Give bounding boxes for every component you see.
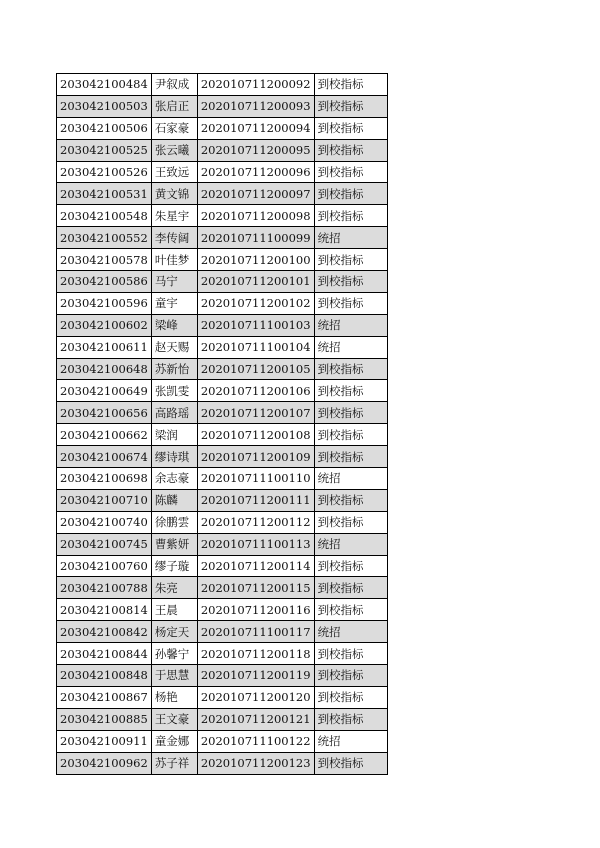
cell-student-id: 203042100526: [57, 161, 152, 183]
table-row: [57, 686, 388, 708]
cell-student-name: 石家豪: [151, 117, 197, 139]
cell-exam-number: 202010711100099: [197, 227, 314, 249]
cell-admission-type: 到校指标: [314, 489, 387, 511]
cell-student-name: 梁润: [151, 424, 197, 446]
cell-student-id: 203042100962: [57, 752, 152, 774]
cell-admission-type: 统招: [314, 468, 387, 490]
cell-admission-type: 到校指标: [314, 402, 387, 424]
cell-student-name: 梁峰: [151, 314, 197, 336]
cell-admission-type: 到校指标: [314, 380, 387, 402]
cell-student-name: 缪诗琪: [151, 446, 197, 468]
cell-admission-type: 到校指标: [314, 161, 387, 183]
cell-student-name: 苏新怡: [151, 358, 197, 380]
cell-exam-number: 202010711200092: [197, 74, 314, 96]
cell-admission-type: 统招: [314, 227, 387, 249]
cell-student-name: 李传阔: [151, 227, 197, 249]
cell-student-id: 203042100788: [57, 577, 152, 599]
table-row: [57, 161, 388, 183]
table-row: [57, 424, 388, 446]
cell-exam-number: 202010711200101: [197, 271, 314, 293]
cell-student-name: 王晨: [151, 599, 197, 621]
cell-student-id: 203042100662: [57, 424, 152, 446]
cell-student-id: 203042100602: [57, 314, 152, 336]
cell-exam-number: 202010711200111: [197, 489, 314, 511]
cell-exam-number: 202010711200102: [197, 292, 314, 314]
cell-admission-type: 到校指标: [314, 358, 387, 380]
cell-exam-number: 202010711100110: [197, 468, 314, 490]
cell-student-name: 曹紫妍: [151, 533, 197, 555]
table-row: [57, 599, 388, 621]
cell-student-id: 203042100648: [57, 358, 152, 380]
cell-student-id: 203042100649: [57, 380, 152, 402]
cell-student-id: 203042100611: [57, 336, 152, 358]
cell-student-id: 203042100844: [57, 643, 152, 665]
table-row: [57, 183, 388, 205]
cell-exam-number: 202010711200108: [197, 424, 314, 446]
table-row: [57, 752, 388, 774]
cell-admission-type: 统招: [314, 621, 387, 643]
cell-student-id: 203042100525: [57, 139, 152, 161]
cell-exam-number: 202010711200105: [197, 358, 314, 380]
table-row: [57, 74, 388, 96]
table-row: [57, 336, 388, 358]
cell-exam-number: 202010711200109: [197, 446, 314, 468]
table-row: [57, 227, 388, 249]
cell-exam-number: 202010711200123: [197, 752, 314, 774]
cell-student-id: 203042100760: [57, 555, 152, 577]
cell-student-id: 203042100745: [57, 533, 152, 555]
cell-student-name: 黄文锦: [151, 183, 197, 205]
table-row: [57, 117, 388, 139]
cell-exam-number: 202010711200121: [197, 708, 314, 730]
cell-admission-type: 到校指标: [314, 117, 387, 139]
cell-student-name: 高路瑶: [151, 402, 197, 424]
table-row: [57, 380, 388, 402]
cell-admission-type: 到校指标: [314, 555, 387, 577]
cell-admission-type: 到校指标: [314, 686, 387, 708]
cell-student-id: 203042100596: [57, 292, 152, 314]
cell-student-id: 203042100552: [57, 227, 152, 249]
cell-student-id: 203042100503: [57, 95, 152, 117]
table-row: [57, 358, 388, 380]
table-row: [57, 314, 388, 336]
cell-exam-number: 202010711200116: [197, 599, 314, 621]
table-row: [57, 139, 388, 161]
cell-student-name: 张凯雯: [151, 380, 197, 402]
cell-student-name: 马宁: [151, 271, 197, 293]
cell-admission-type: 到校指标: [314, 752, 387, 774]
cell-exam-number: 202010711200119: [197, 665, 314, 687]
student-table: [56, 73, 388, 775]
cell-admission-type: 统招: [314, 533, 387, 555]
table-row: [57, 402, 388, 424]
cell-exam-number: 202010711200098: [197, 205, 314, 227]
table-row: [57, 95, 388, 117]
cell-exam-number: 202010711200100: [197, 249, 314, 271]
table-row: [57, 489, 388, 511]
table-row: [57, 708, 388, 730]
cell-student-name: 王文豪: [151, 708, 197, 730]
cell-admission-type: 统招: [314, 314, 387, 336]
cell-exam-number: 202010711100122: [197, 730, 314, 752]
cell-student-name: 缪子璇: [151, 555, 197, 577]
cell-admission-type: 到校指标: [314, 643, 387, 665]
cell-exam-number: 202010711200106: [197, 380, 314, 402]
table-row: [57, 533, 388, 555]
table-row: [57, 665, 388, 687]
cell-student-id: 203042100484: [57, 74, 152, 96]
cell-student-name: 王致远: [151, 161, 197, 183]
cell-student-name: 童宇: [151, 292, 197, 314]
cell-admission-type: 到校指标: [314, 708, 387, 730]
cell-exam-number: 202010711200093: [197, 95, 314, 117]
cell-student-name: 朱亮: [151, 577, 197, 599]
cell-student-id: 203042100885: [57, 708, 152, 730]
cell-admission-type: 到校指标: [314, 292, 387, 314]
cell-student-id: 203042100867: [57, 686, 152, 708]
cell-student-id: 203042100674: [57, 446, 152, 468]
cell-admission-type: 到校指标: [314, 577, 387, 599]
table-row: [57, 555, 388, 577]
cell-admission-type: 到校指标: [314, 665, 387, 687]
cell-exam-number: 202010711200095: [197, 139, 314, 161]
table-row: [57, 621, 388, 643]
cell-student-id: 203042100531: [57, 183, 152, 205]
cell-admission-type: 到校指标: [314, 271, 387, 293]
cell-admission-type: 到校指标: [314, 95, 387, 117]
table-row: [57, 205, 388, 227]
cell-student-id: 203042100656: [57, 402, 152, 424]
cell-admission-type: 到校指标: [314, 249, 387, 271]
table-row: [57, 446, 388, 468]
cell-student-id: 203042100911: [57, 730, 152, 752]
cell-student-id: 203042100740: [57, 511, 152, 533]
cell-admission-type: 统招: [314, 730, 387, 752]
cell-student-name: 苏子祥: [151, 752, 197, 774]
cell-student-id: 203042100548: [57, 205, 152, 227]
cell-student-name: 尹叙成: [151, 74, 197, 96]
cell-exam-number: 202010711200112: [197, 511, 314, 533]
cell-admission-type: 到校指标: [314, 511, 387, 533]
cell-exam-number: 202010711200094: [197, 117, 314, 139]
cell-student-name: 于思慧: [151, 665, 197, 687]
cell-exam-number: 202010711200096: [197, 161, 314, 183]
cell-student-name: 叶佳梦: [151, 249, 197, 271]
cell-admission-type: 到校指标: [314, 446, 387, 468]
cell-student-name: 孙馨宁: [151, 643, 197, 665]
cell-student-id: 203042100578: [57, 249, 152, 271]
cell-student-name: 徐鹏雲: [151, 511, 197, 533]
cell-exam-number: 202010711200097: [197, 183, 314, 205]
cell-student-id: 203042100814: [57, 599, 152, 621]
table-row: [57, 271, 388, 293]
cell-student-name: 杨艳: [151, 686, 197, 708]
cell-student-name: 赵天赐: [151, 336, 197, 358]
cell-exam-number: 202010711200115: [197, 577, 314, 599]
cell-admission-type: 到校指标: [314, 139, 387, 161]
cell-student-name: 张云曦: [151, 139, 197, 161]
cell-student-name: 童金娜: [151, 730, 197, 752]
table-row: [57, 643, 388, 665]
cell-exam-number: 202010711100104: [197, 336, 314, 358]
table-row: [57, 468, 388, 490]
cell-student-id: 203042100710: [57, 489, 152, 511]
cell-admission-type: 到校指标: [314, 74, 387, 96]
table-row: [57, 249, 388, 271]
cell-exam-number: 202010711100117: [197, 621, 314, 643]
cell-student-name: 朱星宇: [151, 205, 197, 227]
cell-exam-number: 202010711100113: [197, 533, 314, 555]
table-row: [57, 577, 388, 599]
cell-exam-number: 202010711100103: [197, 314, 314, 336]
cell-student-name: 陈麟: [151, 489, 197, 511]
cell-student-name: 杨定天: [151, 621, 197, 643]
cell-student-id: 203042100842: [57, 621, 152, 643]
cell-exam-number: 202010711200114: [197, 555, 314, 577]
cell-exam-number: 202010711200120: [197, 686, 314, 708]
table-row: [57, 511, 388, 533]
cell-admission-type: 统招: [314, 336, 387, 358]
cell-exam-number: 202010711200118: [197, 643, 314, 665]
table-row: [57, 730, 388, 752]
cell-student-name: 余志豪: [151, 468, 197, 490]
table-row: [57, 292, 388, 314]
cell-admission-type: 到校指标: [314, 205, 387, 227]
cell-admission-type: 到校指标: [314, 183, 387, 205]
cell-student-id: 203042100698: [57, 468, 152, 490]
cell-student-name: 张启正: [151, 95, 197, 117]
cell-student-id: 203042100506: [57, 117, 152, 139]
table-body: [57, 74, 388, 775]
cell-student-id: 203042100586: [57, 271, 152, 293]
cell-exam-number: 202010711200107: [197, 402, 314, 424]
cell-admission-type: 到校指标: [314, 424, 387, 446]
cell-student-id: 203042100848: [57, 665, 152, 687]
cell-admission-type: 到校指标: [314, 599, 387, 621]
